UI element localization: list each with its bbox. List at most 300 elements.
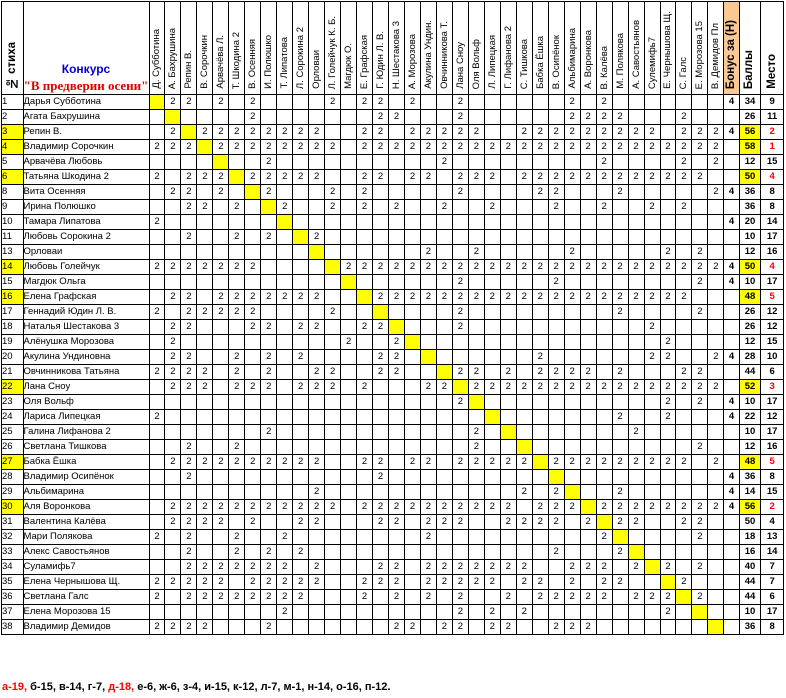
vote-cell: 2 (468, 290, 484, 305)
vote-cell: 2 (564, 575, 580, 590)
table-row (2, 425, 784, 440)
vote-cell (373, 275, 389, 290)
vote-cell (580, 185, 596, 200)
total-score: 26 (739, 320, 761, 335)
vote-cell (245, 200, 261, 215)
vote-cell: 2 (293, 590, 309, 605)
vote-cell (293, 305, 309, 320)
vote-cell: 2 (420, 455, 436, 470)
vote-cell: 2 (309, 515, 325, 530)
vote-cell (628, 410, 644, 425)
vote-cell (325, 605, 341, 620)
vote-cell (357, 410, 373, 425)
vote-cell (468, 275, 484, 290)
vote-cell: 2 (261, 620, 277, 635)
vote-cell: 2 (676, 380, 692, 395)
vote-cell (468, 605, 484, 620)
vote-cell (484, 305, 500, 320)
vote-cell: 2 (548, 200, 564, 215)
vote-cell (229, 620, 245, 635)
vote-cell: 2 (452, 95, 468, 110)
author-column-header: Овчинникова Т. (436, 2, 452, 95)
vote-cell (325, 425, 341, 440)
total-score: 26 (739, 110, 761, 125)
vote-cell (213, 230, 229, 245)
vote-cell (468, 110, 484, 125)
vote-cell: 2 (548, 290, 564, 305)
table-row (2, 350, 784, 365)
vote-cell: 2 (436, 515, 452, 530)
vote-cell (580, 530, 596, 545)
row-number: 33 (2, 545, 24, 560)
vote-cell: 2 (612, 290, 628, 305)
vote-cell: 2 (245, 560, 261, 575)
vote-cell (149, 275, 165, 290)
vote-cell: 2 (293, 170, 309, 185)
vote-cell (548, 350, 564, 365)
place-value: 6 (761, 365, 784, 380)
vote-cell (516, 185, 532, 200)
vote-cell (660, 320, 676, 335)
place-value: 12 (761, 320, 784, 335)
vote-cell: 2 (373, 455, 389, 470)
place-value: 9 (761, 95, 784, 110)
vote-cell: 2 (548, 545, 564, 560)
vote-cell: 2 (660, 455, 676, 470)
vote-cell (197, 545, 213, 560)
vote-cell (309, 155, 325, 170)
vote-cell (708, 95, 724, 110)
vote-cell: 2 (405, 125, 421, 140)
vote-cell (676, 275, 692, 290)
self-cell (548, 470, 564, 485)
vote-cell (420, 620, 436, 635)
vote-cell (612, 200, 628, 215)
self-cell (580, 500, 596, 515)
vote-cell (676, 425, 692, 440)
vote-cell (436, 230, 452, 245)
vote-cell (197, 605, 213, 620)
vote-cell (628, 365, 644, 380)
vote-cell (213, 200, 229, 215)
vote-cell (197, 320, 213, 335)
vote-cell: 2 (564, 140, 580, 155)
self-cell (644, 560, 660, 575)
vote-cell (213, 245, 229, 260)
vote-cell (548, 110, 564, 125)
author-column-header: Д. Субботина (149, 2, 165, 95)
vote-cell (676, 230, 692, 245)
vote-cell (660, 530, 676, 545)
author-name: Орловаи (23, 245, 149, 260)
total-score: 44 (739, 575, 761, 590)
vote-cell: 2 (628, 125, 644, 140)
author-column-header: С. Галс (676, 2, 692, 95)
vote-cell: 2 (197, 500, 213, 515)
vote-cell (165, 305, 181, 320)
vote-cell (341, 515, 357, 530)
vote-cell (628, 215, 644, 230)
vote-cell (420, 395, 436, 410)
vote-cell: 2 (261, 185, 277, 200)
vote-cell (165, 230, 181, 245)
author-column-header: Сулемифь7 (644, 2, 660, 95)
author-name: Акулина Ундиновна (23, 350, 149, 365)
vote-cell (197, 95, 213, 110)
vote-cell (277, 260, 293, 275)
vote-cell (357, 485, 373, 500)
vote-cell (612, 560, 628, 575)
vote-cell (564, 200, 580, 215)
vote-cell (500, 125, 516, 140)
vote-cell (532, 605, 548, 620)
vote-cell (548, 575, 564, 590)
author-column-header: Акулина Ундин. (420, 2, 436, 95)
vote-cell: 2 (612, 140, 628, 155)
vote-cell: 2 (420, 530, 436, 545)
vote-cell (149, 515, 165, 530)
vote-cell (357, 215, 373, 230)
vote-cell: 2 (644, 380, 660, 395)
vote-cell: 2 (420, 170, 436, 185)
vote-cell: 2 (165, 620, 181, 635)
vote-cell (532, 425, 548, 440)
vote-cell (165, 215, 181, 230)
vote-cell: 2 (564, 170, 580, 185)
vote-cell: 2 (628, 425, 644, 440)
vote-cell: 2 (181, 185, 197, 200)
vote-cell: 2 (612, 410, 628, 425)
total-score: 48 (739, 455, 761, 470)
vote-cell (708, 365, 724, 380)
vote-cell (149, 470, 165, 485)
author-column-header: Г. Юдин Л. В. (373, 2, 389, 95)
vote-cell: 2 (197, 260, 213, 275)
vote-cell (516, 410, 532, 425)
vote-cell (420, 230, 436, 245)
total-score: 18 (739, 530, 761, 545)
self-cell (293, 230, 309, 245)
author-name: Владимир Осипёнок (23, 470, 149, 485)
row-number: 25 (2, 425, 24, 440)
vote-cell (309, 350, 325, 365)
vote-cell: 2 (580, 515, 596, 530)
vote-cell (596, 305, 612, 320)
vote-cell (644, 95, 660, 110)
row-number: 34 (2, 560, 24, 575)
vote-cell: 2 (261, 155, 277, 170)
vote-cell (564, 545, 580, 560)
total-score: 12 (739, 245, 761, 260)
vote-cell: 2 (245, 95, 261, 110)
author-name: Алёнушка Морозова (23, 335, 149, 350)
bonus-cell: 4 (724, 275, 739, 290)
vote-cell (325, 410, 341, 425)
vote-cell (341, 440, 357, 455)
row-number: 37 (2, 605, 24, 620)
vote-cell (420, 275, 436, 290)
self-cell (516, 440, 532, 455)
vote-cell (660, 185, 676, 200)
vote-cell (484, 515, 500, 530)
vote-cell (676, 305, 692, 320)
author-column-header: В. Демидов Пл (708, 2, 724, 95)
bonus-cell: 4 (724, 485, 739, 500)
vote-cell (660, 275, 676, 290)
vote-cell (165, 200, 181, 215)
vote-cell: 2 (644, 200, 660, 215)
vote-cell (405, 395, 421, 410)
vote-cell (277, 230, 293, 245)
vote-cell (676, 335, 692, 350)
vote-cell: 2 (612, 170, 628, 185)
vote-cell: 2 (548, 170, 564, 185)
vote-cell (373, 530, 389, 545)
vote-cell (612, 605, 628, 620)
vote-cell (293, 200, 309, 215)
vote-cell (708, 590, 724, 605)
vote-cell: 2 (277, 530, 293, 545)
vote-cell (277, 425, 293, 440)
vote-cell: 2 (468, 365, 484, 380)
vote-cell: 2 (293, 290, 309, 305)
vote-cell (644, 230, 660, 245)
vote-cell: 2 (373, 290, 389, 305)
author-name: Овчинникова Татьяна (23, 365, 149, 380)
vote-cell: 2 (229, 560, 245, 575)
table-row (2, 215, 784, 230)
vote-cell (325, 350, 341, 365)
vote-cell (261, 110, 277, 125)
vote-cell (245, 425, 261, 440)
vote-cell (149, 455, 165, 470)
bonus-cell: 4 (724, 410, 739, 425)
vote-cell: 2 (389, 350, 405, 365)
vote-cell (357, 245, 373, 260)
vote-cell: 2 (245, 575, 261, 590)
vote-cell: 2 (612, 185, 628, 200)
vote-cell (420, 155, 436, 170)
vote-cell (245, 365, 261, 380)
table-row (2, 395, 784, 410)
vote-cell (708, 275, 724, 290)
vote-cell (452, 485, 468, 500)
vote-cell (405, 245, 421, 260)
vote-cell (325, 320, 341, 335)
vote-cell (532, 320, 548, 335)
vote-cell (708, 290, 724, 305)
vote-cell: 2 (580, 140, 596, 155)
vote-cell: 2 (277, 200, 293, 215)
bonus-cell (724, 590, 739, 605)
vote-cell (405, 305, 421, 320)
vote-cell: 2 (596, 155, 612, 170)
vote-cell: 2 (596, 140, 612, 155)
author-column-header: Т. Липатова (277, 2, 293, 95)
vote-cell (373, 155, 389, 170)
vote-cell (612, 425, 628, 440)
vote-cell: 2 (596, 590, 612, 605)
vote-cell (580, 425, 596, 440)
vote-cell (564, 530, 580, 545)
vote-cell (165, 275, 181, 290)
total-score: 50 (739, 170, 761, 185)
vote-cell: 2 (277, 590, 293, 605)
vote-cell (692, 110, 708, 125)
author-column-header: Магдюк О. (341, 2, 357, 95)
vote-cell: 2 (580, 110, 596, 125)
vote-cell: 2 (181, 170, 197, 185)
vote-cell (213, 425, 229, 440)
author-name: Владимир Демидов (23, 620, 149, 635)
vote-cell (436, 110, 452, 125)
vote-cell (245, 275, 261, 290)
vote-cell (676, 215, 692, 230)
vote-cell: 2 (373, 170, 389, 185)
vote-cell: 2 (548, 590, 564, 605)
vote-cell: 2 (165, 95, 181, 110)
vote-cell: 2 (516, 605, 532, 620)
vote-cell (325, 515, 341, 530)
vote-cell: 2 (293, 500, 309, 515)
vote-cell: 2 (564, 95, 580, 110)
vote-cell: 2 (644, 590, 660, 605)
vote-cell (612, 350, 628, 365)
vote-cell (405, 380, 421, 395)
vote-cell (229, 515, 245, 530)
title-line-1: Конкурс (61, 62, 111, 76)
vote-cell (357, 275, 373, 290)
vote-cell (500, 185, 516, 200)
vote-cell: 2 (532, 290, 548, 305)
vote-cell: 2 (149, 620, 165, 635)
vote-cell: 2 (692, 260, 708, 275)
row-number: 15 (2, 275, 24, 290)
vote-cell (532, 275, 548, 290)
vote-cell (532, 620, 548, 635)
total-score: 10 (739, 425, 761, 440)
vote-cell (564, 275, 580, 290)
vote-cell: 2 (181, 380, 197, 395)
vote-cell (516, 590, 532, 605)
vote-cell: 2 (149, 365, 165, 380)
vote-cell (261, 215, 277, 230)
vote-cell (341, 200, 357, 215)
vote-cell: 2 (277, 500, 293, 515)
vote-cell: 2 (612, 545, 628, 560)
vote-cell: 2 (548, 140, 564, 155)
row-number: 8 (2, 185, 24, 200)
vote-cell: 2 (452, 455, 468, 470)
bonus-cell: 4 (724, 350, 739, 365)
vote-cell: 2 (229, 350, 245, 365)
vote-cell: 2 (612, 110, 628, 125)
self-cell (245, 185, 261, 200)
total-score: 12 (739, 440, 761, 455)
vote-cell (692, 485, 708, 500)
vote-cell: 2 (420, 515, 436, 530)
vote-cell: 2 (181, 320, 197, 335)
vote-cell (261, 245, 277, 260)
vote-cell: 2 (245, 590, 261, 605)
vote-cell: 2 (293, 320, 309, 335)
vote-cell: 2 (660, 500, 676, 515)
vote-cell (293, 620, 309, 635)
vote-cell: 2 (405, 95, 421, 110)
vote-cell (516, 365, 532, 380)
place-header: Место (761, 2, 784, 95)
row-number: 19 (2, 335, 24, 350)
vote-cell (452, 215, 468, 230)
vote-cell (149, 395, 165, 410)
vote-cell (277, 305, 293, 320)
vote-cell (676, 395, 692, 410)
vote-cell (165, 170, 181, 185)
vote-cell (516, 95, 532, 110)
vote-cell: 2 (373, 95, 389, 110)
vote-cell (660, 470, 676, 485)
vote-cell: 2 (277, 170, 293, 185)
vote-cell (213, 365, 229, 380)
author-name: Валентина Калёва (23, 515, 149, 530)
vote-cell (660, 425, 676, 440)
vote-cell (676, 245, 692, 260)
vote-cell (660, 365, 676, 380)
bonus-cell: 4 (724, 500, 739, 515)
vote-cell (484, 545, 500, 560)
vote-cell (341, 500, 357, 515)
vote-cell (516, 215, 532, 230)
vote-cell (436, 590, 452, 605)
vote-cell (676, 470, 692, 485)
vote-cell (245, 545, 261, 560)
vote-cell: 2 (516, 290, 532, 305)
bonus-cell (724, 155, 739, 170)
vote-cell (516, 335, 532, 350)
author-column-header: Н. Шестакова 3 (389, 2, 405, 95)
vote-cell: 2 (373, 365, 389, 380)
vote-cell: 2 (484, 605, 500, 620)
vote-cell (357, 620, 373, 635)
vote-cell (500, 575, 516, 590)
author-name: Любовь Сорокина 2 (23, 230, 149, 245)
vote-cell (149, 560, 165, 575)
vote-cell: 2 (389, 590, 405, 605)
vote-cell: 2 (229, 125, 245, 140)
vote-cell (341, 590, 357, 605)
author-column-header: А. Савостьянов (628, 2, 644, 95)
vote-cell (277, 155, 293, 170)
vote-cell (325, 245, 341, 260)
vote-cell (532, 155, 548, 170)
vote-cell (181, 275, 197, 290)
vote-cell: 2 (245, 290, 261, 305)
author-column-header: Орловаи (309, 2, 325, 95)
author-column-header: М. Полякова (612, 2, 628, 95)
vote-cell (229, 185, 245, 200)
vote-cell (277, 485, 293, 500)
place-value: 2 (761, 500, 784, 515)
row-number: 1 (2, 95, 24, 110)
vote-cell (660, 485, 676, 500)
vote-cell (676, 545, 692, 560)
vote-cell: 2 (484, 290, 500, 305)
vote-cell (548, 410, 564, 425)
vote-cell: 2 (181, 290, 197, 305)
vote-cell (293, 440, 309, 455)
vote-cell (516, 200, 532, 215)
legend-part: в-14, (55, 681, 85, 693)
